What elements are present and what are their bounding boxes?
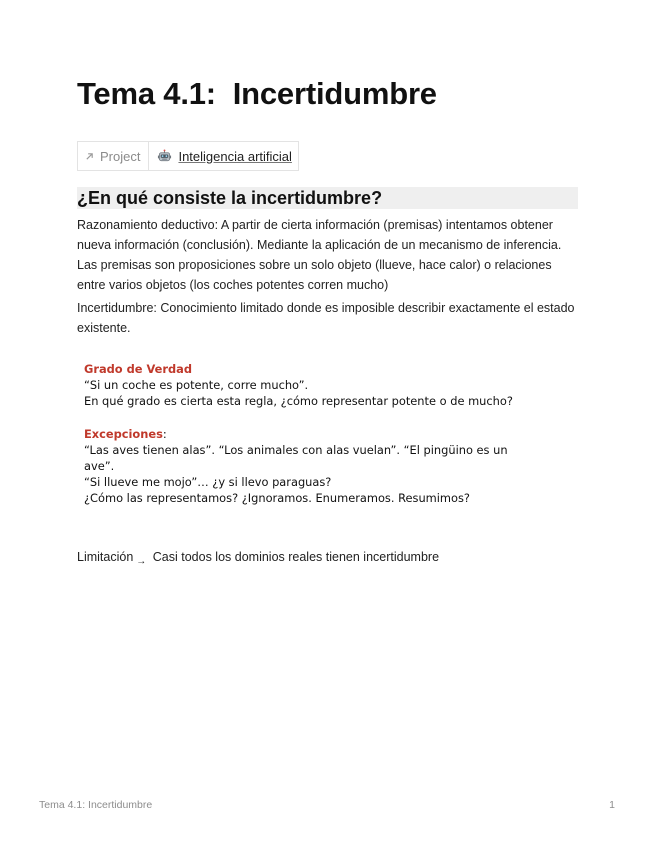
footer-title: Tema 4.1: Incertidumbre [39,799,153,811]
excepciones-line: ¿Cómo las representamos? ¿Ignoramos. Enumeramos. Resumimos? [84,491,470,506]
grado-de-verdad-heading: Grado de Verdad [84,362,192,376]
grado-line: “Si un coche es potente, corre mucho”. [84,378,309,393]
property-value-link[interactable] [149,142,297,170]
paragraph-incertidumbre: Incertidumbre: Conocimiento limitado donde es imposible describir exactamente el estado existente. [77,301,575,335]
embedded-slide-text [84,361,584,507]
page-title: Tema 4.1: Incertidumbre [77,76,437,111]
excepciones-colon: : [162,426,167,441]
robot-icon [157,149,172,164]
right-arrow-icon: → [136,556,147,567]
arrow-up-right-icon [85,152,94,161]
property-key [78,142,149,170]
excepciones-line: “Si llueve me mojo”… ¿y si llevo paraguas? [84,475,332,490]
excepciones-line: ave”. [84,459,115,474]
limitation-line [77,547,439,569]
excepciones-line: “Las aves tienen alas”. “Los animales con alas vuelan”. “El pingüino es un [84,442,508,457]
section-heading: ¿En qué consiste la incertidumbre? [77,187,578,209]
grado-line: En qué grado es cierta esta regla, ¿cómo representar potente o de mucho? [84,394,513,409]
property-value-label: Inteligencia artificial [178,148,292,164]
property-row [77,141,299,171]
property-key-label: Project [100,148,141,164]
limitation-label: Limitación [77,550,134,564]
limitation-text: Casi todos los dominios reales tienen incertidumbre [152,550,440,564]
footer-page-number: 1 [609,799,615,811]
excepciones-heading: Excepciones [84,426,163,441]
paragraph-deductivo: Razonamiento deductivo: A partir de cierta información (premisas) intentamos obtener nueva información (conclusión). Mediante la aplicación de un mecanismo de inferencia. Las premisas son proposiciones sobre un solo objeto (llueve, hace calor) o relaciones entre varios objetos (los coches potentes corren mucho) [77,218,562,292]
excepciones-heading-line [84,426,584,442]
